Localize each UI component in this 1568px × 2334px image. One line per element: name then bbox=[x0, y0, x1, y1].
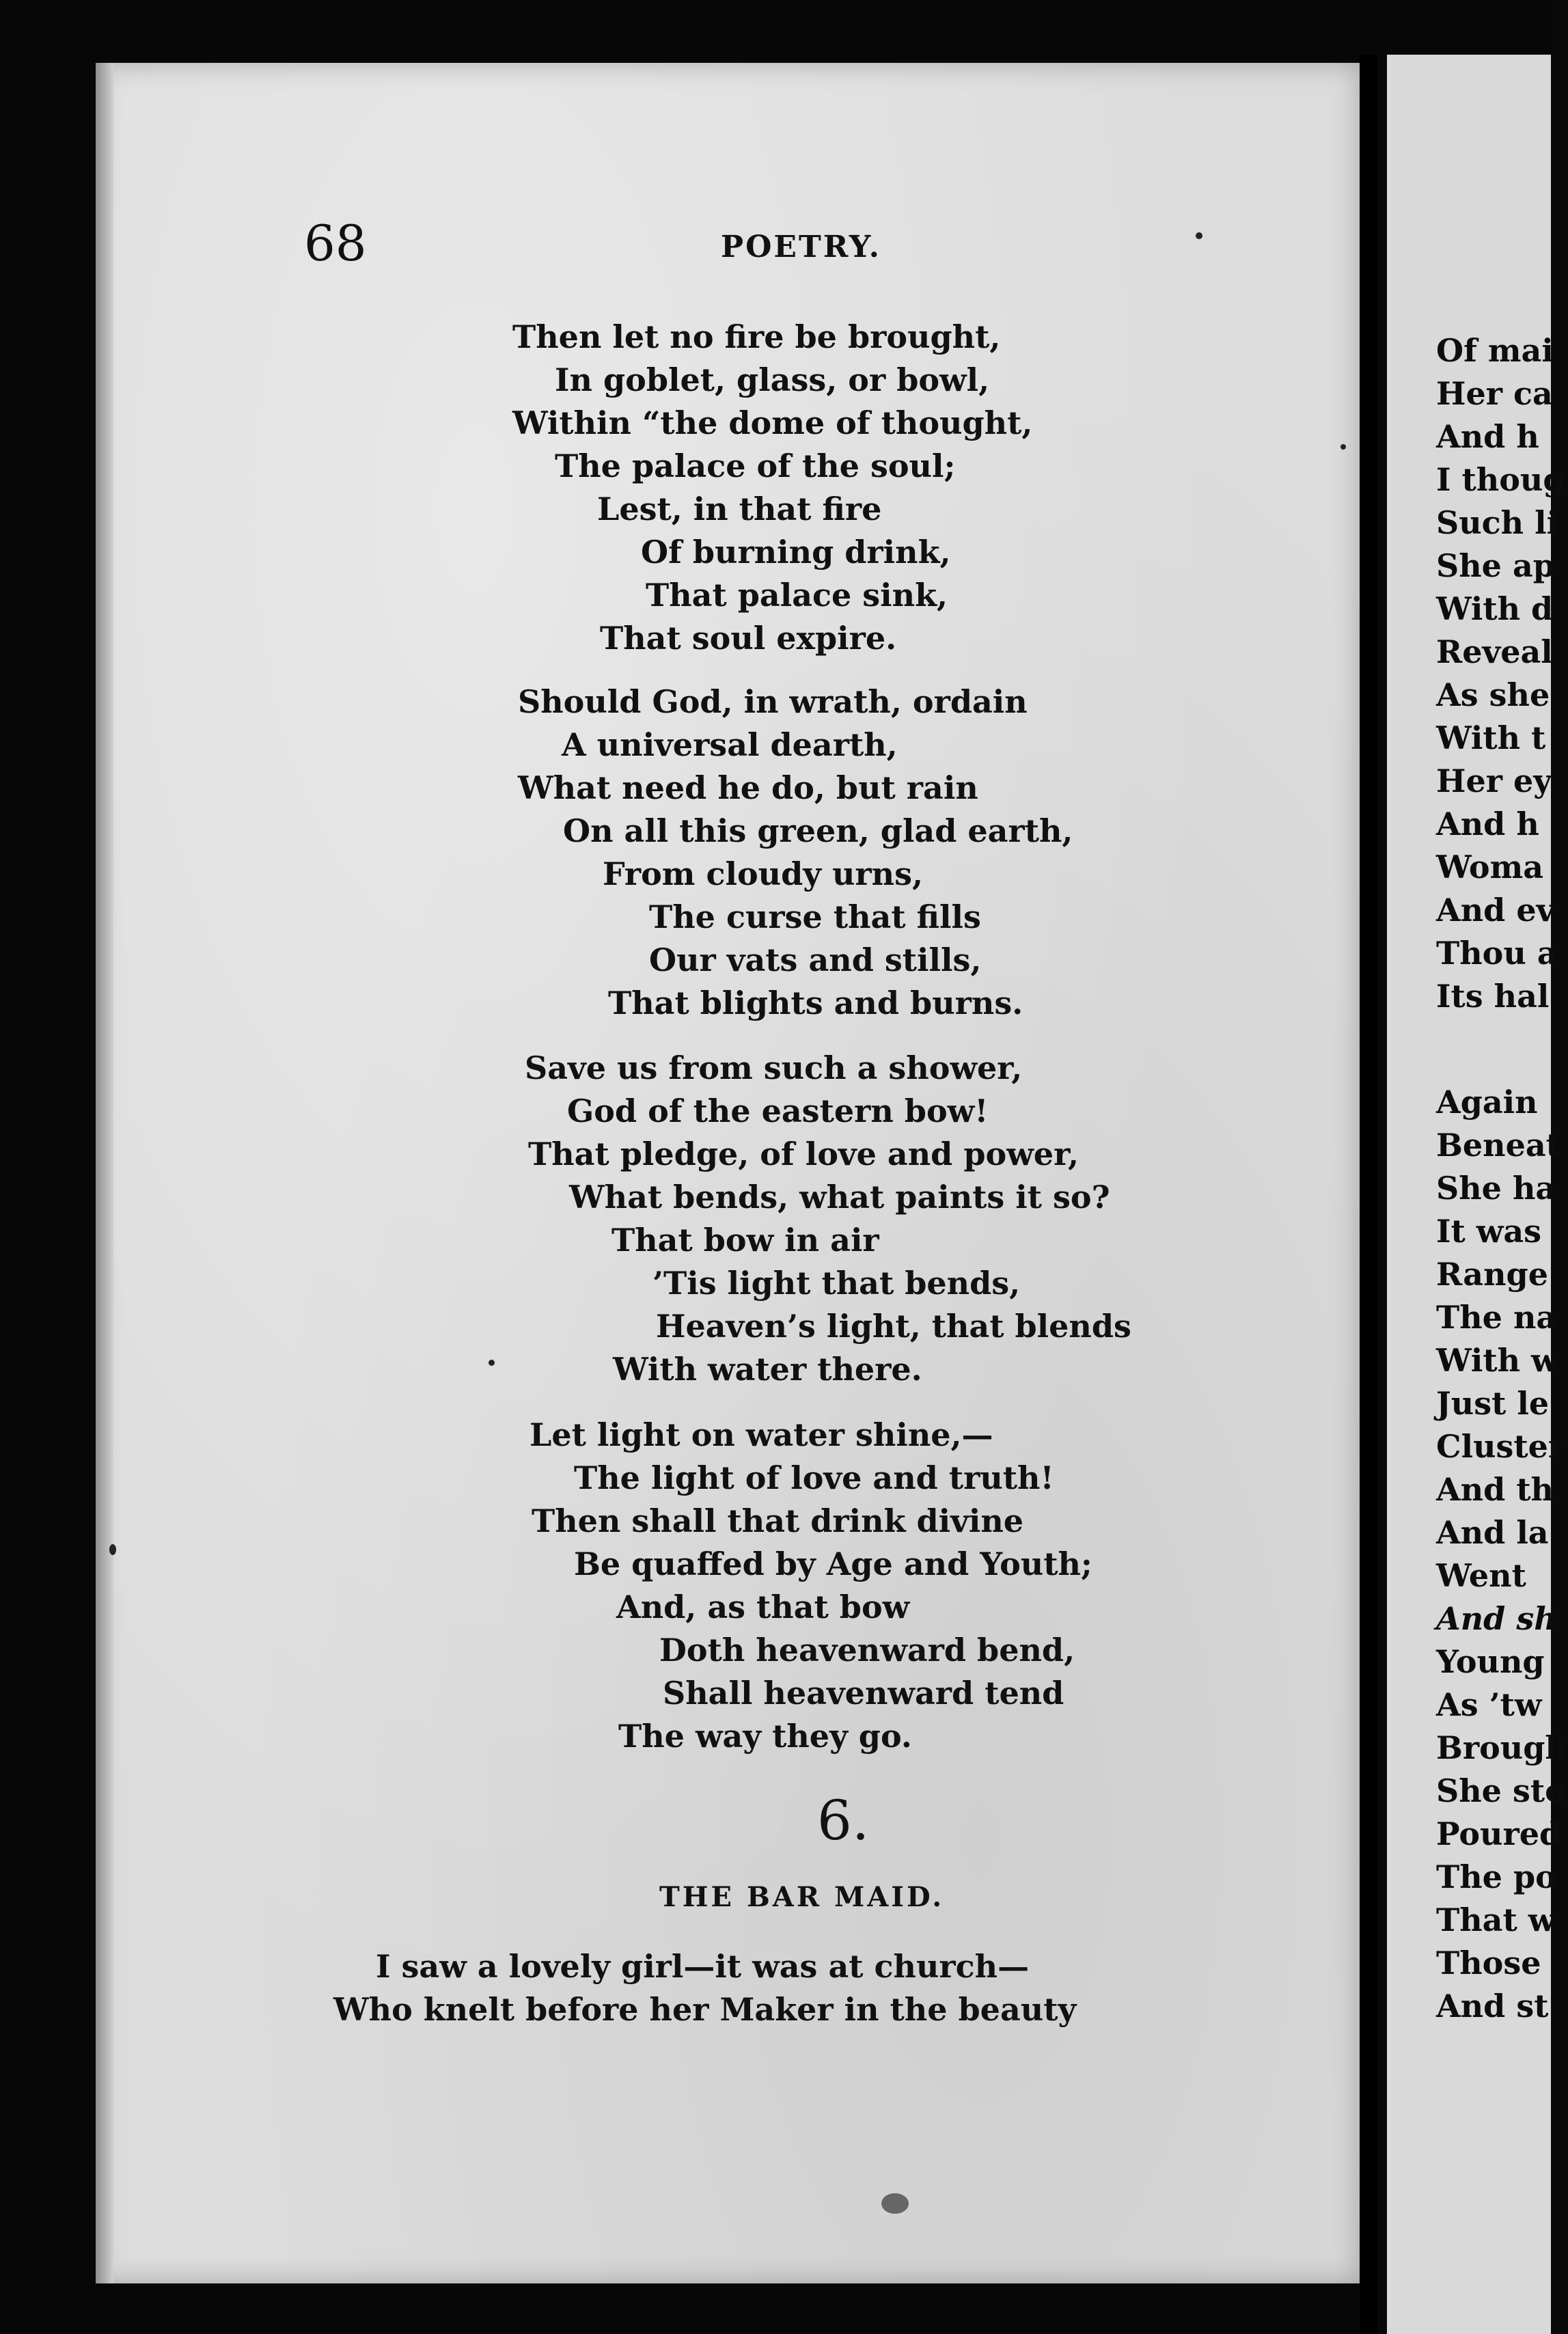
verse-line: Shall heavenward tend bbox=[663, 1675, 1064, 1712]
verse-line: That blights and burns. bbox=[608, 985, 1023, 1021]
verse-line: Be quaffed by Age and Youth; bbox=[574, 1546, 1092, 1582]
verse-line: On all this green, glad earth, bbox=[563, 812, 1073, 849]
verse-line: The light of love and truth! bbox=[574, 1459, 1054, 1496]
facing-page-line: I thoug bbox=[1436, 461, 1565, 498]
facing-page-line: Those bbox=[1436, 1945, 1541, 1981]
verse-line: God of the eastern bow! bbox=[567, 1093, 989, 1129]
verse-line: From cloudy urns, bbox=[603, 855, 924, 892]
facing-page-line: That w bbox=[1436, 1901, 1556, 1938]
verse-line: The palace of the soul; bbox=[555, 448, 956, 484]
verse-line: In goblet, glass, or bowl, bbox=[555, 361, 990, 398]
verse-line: A universal dearth, bbox=[562, 726, 898, 763]
facing-page-line: Just le bbox=[1436, 1385, 1550, 1422]
facing-page-line: Reveal bbox=[1436, 633, 1553, 670]
facing-page-line: With d bbox=[1436, 590, 1554, 627]
verse-line: Should God, in wrath, ordain bbox=[518, 683, 1028, 720]
verse-line: Save us from such a shower, bbox=[525, 1049, 1023, 1086]
verse-line: That pledge, of love and power, bbox=[528, 1136, 1079, 1172]
facing-page-line: She ap bbox=[1436, 547, 1555, 584]
facing-page-line: Cluster bbox=[1436, 1428, 1565, 1465]
facing-page-line: Of mai bbox=[1436, 332, 1554, 369]
facing-page-line: Range bbox=[1436, 1256, 1548, 1293]
facing-page-line: And la bbox=[1436, 1514, 1549, 1551]
facing-page bbox=[1387, 55, 1568, 2334]
facing-page-line: Brough bbox=[1436, 1729, 1568, 1766]
facing-page-line: With t bbox=[1436, 719, 1546, 756]
facing-page-line: As ’tw bbox=[1436, 1686, 1542, 1723]
facing-page-line: The na bbox=[1436, 1299, 1557, 1336]
facing-page-line: Her ey bbox=[1436, 763, 1552, 799]
verse-line: Who knelt before her Maker in the beauty bbox=[333, 1991, 1077, 2028]
poem-title: THE BAR MAID. bbox=[659, 1881, 945, 1913]
facing-page-line: And ev bbox=[1436, 892, 1555, 929]
verse-line: That palace sink, bbox=[646, 577, 948, 614]
page-number: 68 bbox=[304, 215, 367, 272]
verse-line: Our vats and stills, bbox=[649, 942, 982, 978]
facing-page-line: And sh bbox=[1436, 1600, 1557, 1637]
verse-line: ’Tis light that bends, bbox=[652, 1265, 1021, 1302]
facing-page-line: She sto bbox=[1436, 1772, 1566, 1809]
facing-page-line: Young bbox=[1436, 1643, 1545, 1680]
verse-line: Then shall that drink divine bbox=[532, 1502, 1024, 1539]
verse-line: Heaven’s light, that blends bbox=[656, 1308, 1131, 1345]
facing-page-line: Her ca bbox=[1436, 375, 1553, 412]
page-header bbox=[96, 215, 1360, 273]
facing-page-line: The po bbox=[1436, 1858, 1556, 1895]
verse-line: That bow in air bbox=[611, 1222, 879, 1259]
verse-line: The way they go. bbox=[618, 1718, 912, 1755]
verse-line: Of burning drink, bbox=[641, 534, 951, 571]
scan-speck bbox=[1196, 232, 1202, 239]
facing-page-line: Its hal bbox=[1436, 978, 1550, 1015]
verse-line: And, as that bow bbox=[616, 1589, 910, 1625]
facing-page-line: And h bbox=[1436, 418, 1539, 455]
verse-line: Let light on water shine,— bbox=[529, 1416, 993, 1453]
facing-page-line: Again bbox=[1436, 1084, 1538, 1121]
verse-line: The curse that fills bbox=[649, 898, 981, 935]
scan-speck bbox=[489, 1360, 495, 1366]
scan-speck bbox=[881, 2193, 909, 2214]
verse-line: Doth heavenward bend, bbox=[659, 1632, 1075, 1669]
facing-page-line: It was bbox=[1436, 1213, 1542, 1250]
facing-page-line: As she bbox=[1436, 676, 1550, 713]
verse-line: I saw a lovely girl—it was at church— bbox=[376, 1948, 1030, 1985]
facing-page-line: Went bbox=[1436, 1557, 1526, 1594]
facing-page-line: With w bbox=[1436, 1342, 1558, 1379]
page-binding-edge bbox=[96, 63, 113, 2283]
facing-page-line: Woma bbox=[1436, 849, 1544, 885]
facing-page-line: Such li bbox=[1436, 504, 1559, 541]
facing-page-line: Thou a bbox=[1436, 935, 1558, 972]
running-head: POETRY. bbox=[721, 230, 881, 264]
verse-line: Then let no fire be brought, bbox=[512, 318, 1001, 355]
facing-page-line: And th bbox=[1436, 1471, 1554, 1508]
facing-page-line: And st bbox=[1436, 1988, 1549, 2024]
facing-page-line: Beneat bbox=[1436, 1127, 1560, 1164]
verse-line: What need he do, but rain bbox=[518, 769, 978, 806]
book-gutter bbox=[1360, 55, 1377, 2334]
scan-speck bbox=[1340, 444, 1346, 450]
facing-page-line: She ha bbox=[1436, 1170, 1556, 1207]
scan-speck bbox=[109, 1544, 116, 1555]
facing-page-line: And h bbox=[1436, 806, 1539, 842]
verse-line: With water there. bbox=[613, 1351, 922, 1388]
facing-page-line: Poured bbox=[1436, 1815, 1562, 1852]
verse-line: Within “the dome of thought, bbox=[512, 404, 1033, 441]
verse-line: What bends, what paints it so? bbox=[569, 1179, 1110, 1216]
verse-line: That soul expire. bbox=[600, 620, 897, 657]
verse-line: Lest, in that fire bbox=[597, 491, 882, 527]
poem-number: 6. bbox=[817, 1789, 870, 1852]
